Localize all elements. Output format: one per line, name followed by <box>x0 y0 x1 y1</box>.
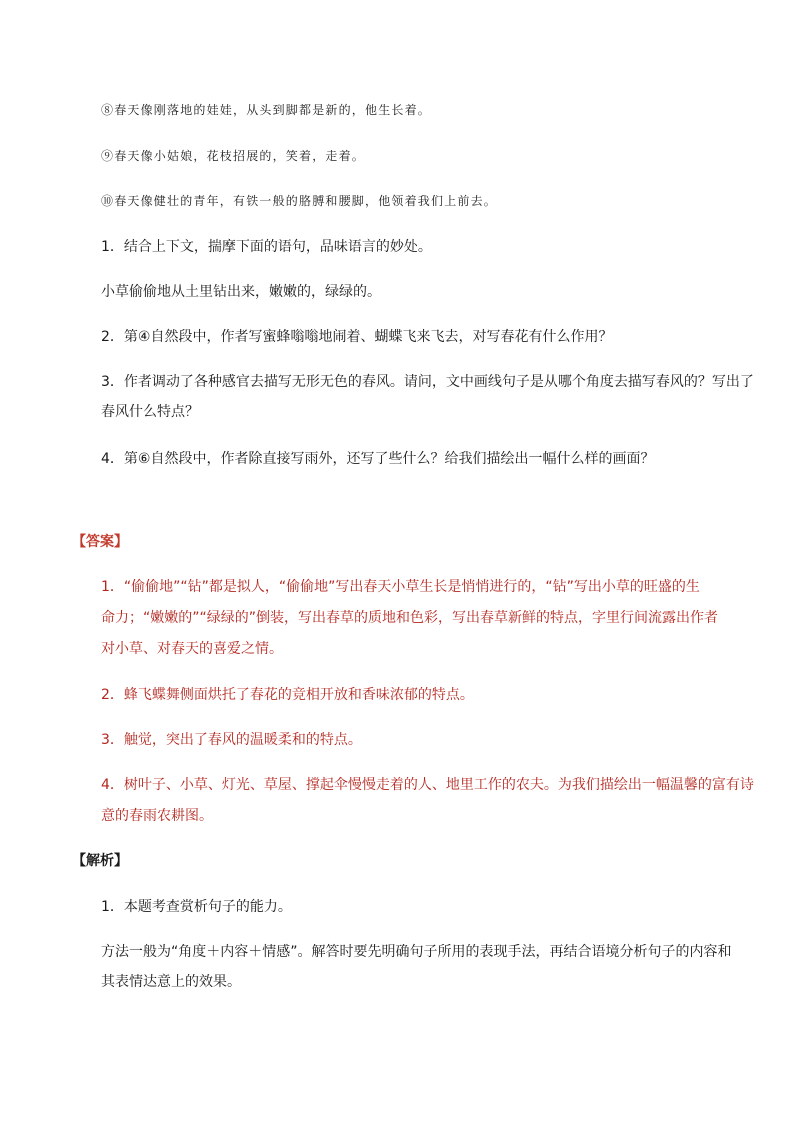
quote-line: ⑧春天像刚落地的娃娃，从头到脚都是新的，他生长着。 <box>101 103 432 117</box>
question-3-line-2: 春风什么特点？ <box>101 404 199 420</box>
question-1-sentence: 小草偷偷地从土里钻出来，嫩嫩的，绿绿的。 <box>101 284 381 300</box>
question-1: 1．结合上下文，揣摩下面的语句，品味语言的妙处。 <box>101 239 432 255</box>
answer-3: 3．触觉，突出了春风的温暖柔和的特点。 <box>101 732 362 748</box>
answer-1-line-2: 命力；“嫩嫩的”“绿绿的”倒装，写出春草的质地和色彩，写出春草新鲜的特点，字里行间流露出作者 <box>101 610 719 626</box>
analysis-method-line-2: 其表情达意上的效果。 <box>101 974 241 990</box>
quote-line: ⑨春天像小姑娘，花枝招展的，笑着，走着。 <box>101 149 366 163</box>
quote-line: ⑩春天像健壮的青年，有铁一般的胳膊和腰脚，他领着我们上前去。 <box>101 194 498 208</box>
answer-2: 2．蜂飞蝶舞侧面烘托了春花的竞相开放和香味浓郁的特点。 <box>101 687 474 703</box>
question-2: 2．第④自然段中，作者写蜜蜂嗡嗡地闹着、蝴蝶飞来飞去，对写春花有什么作用？ <box>101 329 613 345</box>
question-4: 4．第⑥自然段中，作者除直接写雨外，还写了些什么？给我们描绘出一幅什么样的画面？ <box>101 451 655 467</box>
analysis-method-line-1: 方法一般为“角度＋内容＋情感”。解答时要先明确句子所用的表现手法，再结合语境分析句子的内容和 <box>101 944 732 960</box>
analysis-heading: 【解析】 <box>72 853 128 869</box>
answer-4-line-2: 意的春雨农耕图。 <box>101 808 213 824</box>
answer-heading: 【答案】 <box>72 534 128 550</box>
answer-1-line-3: 对小草、对春天的喜爱之情。 <box>101 641 283 657</box>
question-3-line-1: 3．作者调动了各种感官去描写无形无色的春风。请问，文中画线句子是从哪个角度去描写春风的？写出了 <box>101 374 754 390</box>
answer-1-line-1: 1．“偷偷地”“钻”都是拟人，“偷偷地”写出春天小草生长是悄悄进行的，“钻”写出小草的旺盛的生 <box>101 579 700 595</box>
analysis-1: 1．本题考查赏析句子的能力。 <box>101 899 292 915</box>
answer-4-line-1: 4．树叶子、小草、灯光、草屋、撑起伞慢慢走着的人、地里工作的农夫。为我们描绘出一幅温馨的富有诗 <box>101 777 754 793</box>
